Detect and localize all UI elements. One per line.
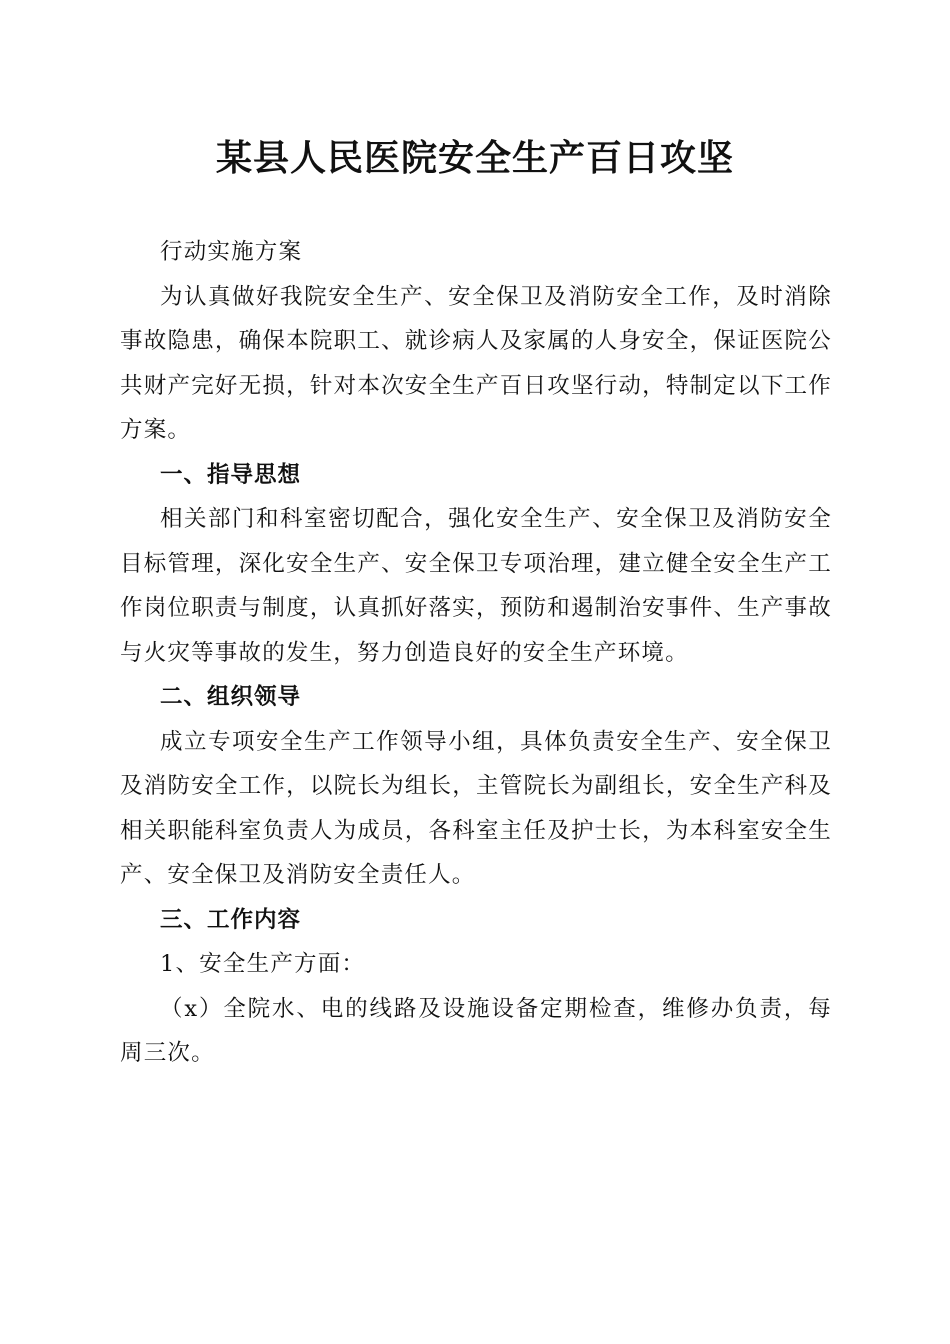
section-heading-work-content: 三、工作内容 xyxy=(160,906,302,933)
section-body-organization: 成立专项安全生产工作领导小组，具体负责安全生产、安全保卫及消防安全工作，以院长为组长，主管院长为副组长，安全生产科及相关职能科室负责人为成员，各科室主任及护士长，为本科室安全生产、安全保卫及消防安全责任人。 xyxy=(120,728,832,888)
work-item-safety-production: 1、安全生产方面： xyxy=(160,951,366,977)
section-heading-organization: 二、组织领导 xyxy=(160,684,302,710)
section-heading-guiding-ideology: 一、指导思想 xyxy=(160,461,302,488)
document-subtitle: 行动实施方案 xyxy=(160,239,303,265)
document-body xyxy=(120,230,832,1076)
section-body-guiding-ideology: 相关部门和科室密切配合，强化安全生产、安全保卫及消防安全目标管理，深化安全生产、安全保卫专项治理，建立健全安全生产工作岗位职责与制度，认真抓好落实，预防和遏制治安事件、生产事故与火灾等事故的发生，努力创造良好的安全生产环境。 xyxy=(120,506,832,666)
work-item-inspection: （x）全院水、电的线路及设施设备定期检查，维修办负责，每周三次。 xyxy=(120,995,832,1066)
intro-paragraph: 为认真做好我院安全生产、安全保卫及消防安全工作，及时消除事故隐患，确保本院职工、就诊病人及家属的人身安全，保证医院公共财产完好无损，针对本次安全生产百日攻坚行动，特制定以下工作方案。 xyxy=(120,283,832,443)
document-title: 某县人民医院安全生产百日攻坚 xyxy=(215,137,734,179)
